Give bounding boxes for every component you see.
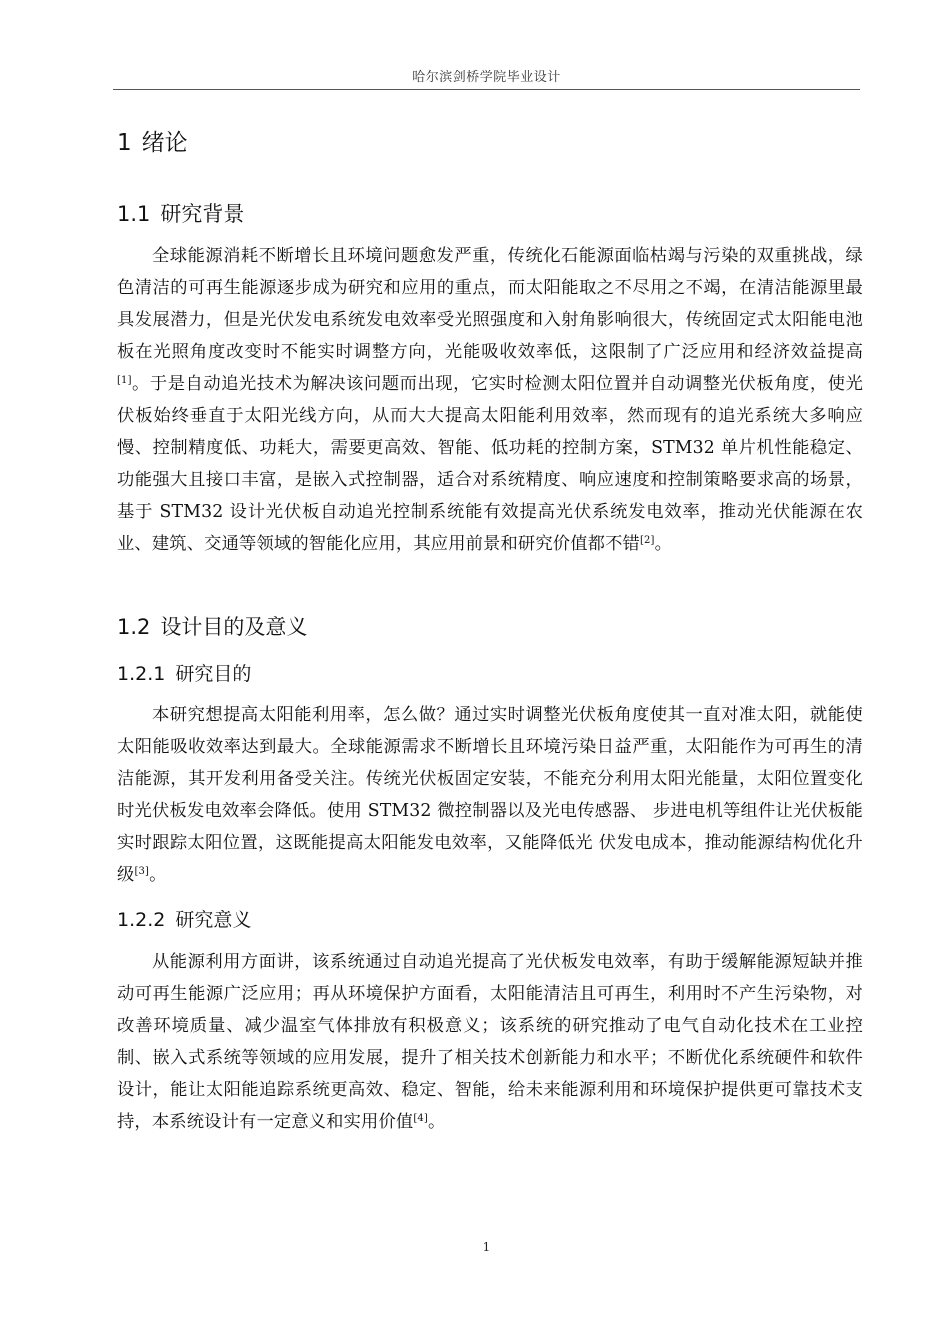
citation-ref: [2] xyxy=(639,535,655,546)
page-number: 1 xyxy=(482,1240,491,1254)
chapter-number: 1 xyxy=(117,130,132,156)
subsection-number: 1.2.1 xyxy=(117,663,166,685)
running-header: 哈尔滨剑桥学院毕业设计 xyxy=(412,70,561,85)
section-heading-1-2 xyxy=(117,611,307,641)
subsection-heading-1-2-2 xyxy=(117,905,251,932)
paragraph-text: 。于是自动追光技术为解决该问题而出现，它实时检测太阳位置并自动调整光伏板角度，使光伏板始终垂直于太阳光线方向，从而大大提高太阳能利用效率，然而现有的追光系统大多响应慢、控制精度低、功耗大，需要更高效、智能、低功耗的控制方案，STM32 单片机性能稳定、功能强大且接口丰富，是嵌入式控制器，适合对系统精度、响应速度和控制策略要求高的场景，基于 STM32 设计光伏板自动追光控制系统能有效提高光伏系统发电效率，推动光伏能源在农业、建筑、交通等领域的智能化应用，其应用前景和研究价值都不错 xyxy=(117,374,863,554)
section-number: 1.2 xyxy=(117,615,151,639)
citation-ref: [3] xyxy=(134,866,150,877)
subsection-heading-1-2-1 xyxy=(117,659,251,686)
paragraph-research-significance xyxy=(117,946,863,1138)
section-title: 设计目的及意义 xyxy=(160,615,308,639)
paragraph-research-background xyxy=(117,240,863,560)
paragraph-text: 全球能源消耗不断增长且环境问题愈发严重，传统化石能源面临枯竭与污染的双重挑战，绿色清洁的可再生能源逐步成为研究和应用的重点，而太阳能取之不尽用之不竭，在清洁能源里最具发展潜力，但是光伏发电系统发电效率受光照强度和入射角影响很大，传统固定式太阳能电池板在光照角度改变时不能实时调整方向，光能吸收效率低，这限制了广泛应用和经济效益提高 xyxy=(117,246,863,362)
header-rule xyxy=(113,89,860,90)
section-heading-1-1 xyxy=(117,198,244,228)
subsection-title: 研究意义 xyxy=(175,909,252,931)
subsection-number: 1.2.2 xyxy=(117,909,166,931)
section-number: 1.1 xyxy=(117,202,151,226)
citation-ref: [4] xyxy=(413,1113,428,1124)
paragraph-end: 。 xyxy=(149,865,167,885)
section-title: 研究背景 xyxy=(160,202,245,226)
chapter-title: 绪论 xyxy=(141,130,188,156)
paragraph-end: 。 xyxy=(654,534,673,554)
paragraph-text: 本研究想提高太阳能利用率，怎么做？通过实时调整光伏板角度使其一直对准太阳，就能使太阳能吸收效率达到最大。全球能源需求不断增长且环境污染日益严重，太阳能作为可再生的清洁能源，其开发利用备受关注。传统光伏板固定安装，不能充分利用太阳光能量，太阳位置变化时光伏板发电效率会降低。使用 STM32 微控制器以及光电传感器、 步进电机等组件让光伏板能实时跟踪太阳位置，这既能提高太阳能发电效率，又能降低光 伏发电成本，推动能源结构优化升级 xyxy=(117,705,863,885)
paragraph-text: 从能源利用方面讲，该系统通过自动追光提高了光伏板发电效率，有助于缓解能源短缺并推动可再生能源广泛应用；再从环境保护方面看，太阳能清洁且可再生，利用时不产生污染物，对改善环境质量、减少温室气体排放有积极意义；该系统的研究推动了电气自动化技术在工业控制、嵌入式系统等领域的应用发展，提升了相关技术创新能力和水平；不断优化系统硬件和软件设计，能让太阳能追踪系统更高效、稳定、智能，给未来能源利用和环境保护提供更可靠技术支持，本系统设计有一定意义和实用价值 xyxy=(117,952,863,1132)
paragraph-research-purpose xyxy=(117,699,863,891)
chapter-heading xyxy=(117,124,188,157)
subsection-title: 研究目的 xyxy=(175,663,252,685)
citation-ref: [1] xyxy=(117,375,132,386)
paragraph-end: 。 xyxy=(427,1112,446,1132)
